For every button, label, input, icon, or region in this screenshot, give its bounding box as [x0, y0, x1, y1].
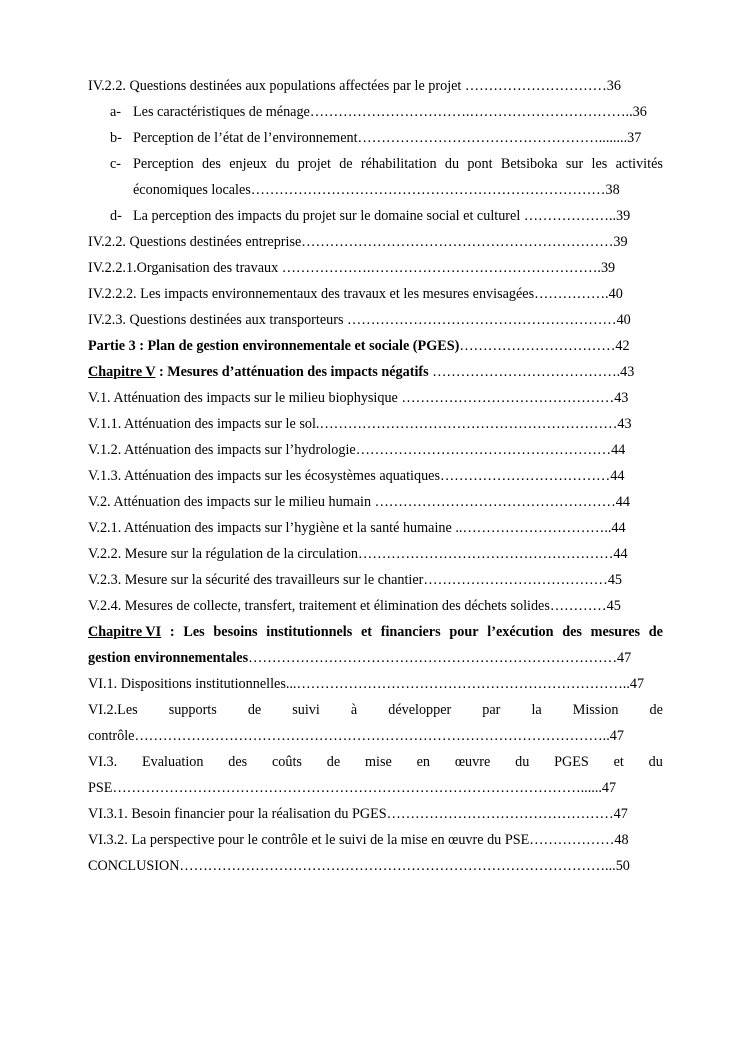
toc-part-heading: Partie 3 : Plan de gestion environnementale et sociale (PGES)……………………………42 [88, 338, 630, 354]
toc-entry-continuation: PSE………………………………………………………………………………………......47 [88, 780, 617, 796]
toc-entry: V.1.1. Atténuation des impacts sur le sol.………………………………………………………43 [88, 416, 632, 432]
toc-entry: VI.2.Les supports de suivi à développer par la Mission de [88, 702, 663, 718]
chapter-label: Chapitre VI [88, 624, 162, 640]
toc-entry: b- Perception de l’état de l’environnement……………………………………………........37 [88, 125, 663, 151]
toc-entry: V.1.3. Atténuation des impacts sur les écosystèmes aquatiques………………………………44 [88, 468, 625, 484]
list-marker: d- [110, 208, 122, 224]
toc-entry-continuation: contrôle………………………………………………………………………………………..47 [88, 728, 624, 744]
toc-entry: IV.2.2. Questions destinées entreprise…………………………………………………………39 [88, 234, 628, 250]
chapter-label: Chapitre V [88, 364, 156, 380]
toc-entry: d- La perception des impacts du projet sur le domaine social et culturel ………………..39 [88, 203, 663, 229]
toc-entry: IV.2.3. Questions destinées aux transporteurs …………………………………………………40 [88, 312, 631, 328]
toc-entry: IV.2.2.1.Organisation des travaux ……………….………………………………………….39 [88, 260, 616, 276]
list-marker: c- [110, 156, 122, 172]
toc-chapter-heading-continuation: gestion environnementales……………………………………………………………………47 [88, 650, 632, 666]
toc-entry: VI.1. Dispositions institutionnelles...……………………………………………………………..47 [88, 676, 645, 692]
toc-chapter-heading: Chapitre VI : Les besoins institutionnels et financiers pour l’exécution des mesures de [88, 619, 663, 645]
toc-entry: IV.2.2.2. Les impacts environnementaux des travaux et les mesures envisagées…………….40 [88, 286, 623, 302]
toc-entry: VI.3.2. La perspective pour le contrôle et le suivi de la mise en œuvre du PSE………………48 [88, 832, 629, 848]
toc-entry: VI.3. Evaluation des coûts de mise en œuvre du PGES et du [88, 754, 663, 770]
toc-entry: V.2. Atténuation des impacts sur le milieu humain ……………………………………………44 [88, 494, 630, 510]
toc-entry: IV.2.2. Questions destinées aux populations affectées par le projet …………………………36 [88, 78, 621, 94]
toc-chapter-heading: Chapitre V : Mesures d’atténuation des impacts négatifs ………………………………….43 [88, 364, 635, 380]
toc-entry: V.2.1. Atténuation des impacts sur l’hygiène et la santé humaine ..…………………………..44 [88, 520, 626, 536]
toc-entry [88, 151, 663, 177]
toc-entry-continuation: économiques locales…………………………………………………………………38 [133, 182, 620, 198]
list-marker: b- [110, 130, 122, 146]
toc-entry: V.2.4. Mesures de collecte, transfert, traitement et élimination des déchets solides…………45 [88, 598, 621, 614]
toc-entry: V.1.2. Atténuation des impacts sur l’hydrologie………………………………………………44 [88, 442, 626, 458]
toc-entry-text: Perception des enjeux du projet de réhabilitation du pont Betsiboka sur les activités [133, 156, 663, 172]
toc-entry: CONCLUSION………………………………………………………………………………...50 [88, 858, 630, 874]
toc-entry: V.2.2. Mesure sur la régulation de la circulation………………………………………………44 [88, 546, 628, 562]
list-marker: a- [110, 104, 122, 120]
toc-entry: a- Les caractéristiques de ménage…………………………….……………………………..36 [88, 99, 663, 125]
toc-entry: V.2.3. Mesure sur la sécurité des travailleurs sur le chantier…………………………………45 [88, 572, 623, 588]
toc-entry: VI.3.1. Besoin financier pour la réalisation du PGES…………………………………………47 [88, 806, 628, 822]
table-of-contents [88, 73, 663, 879]
toc-entry: V.1. Atténuation des impacts sur le milieu biophysique ………………………………………43 [88, 390, 629, 406]
